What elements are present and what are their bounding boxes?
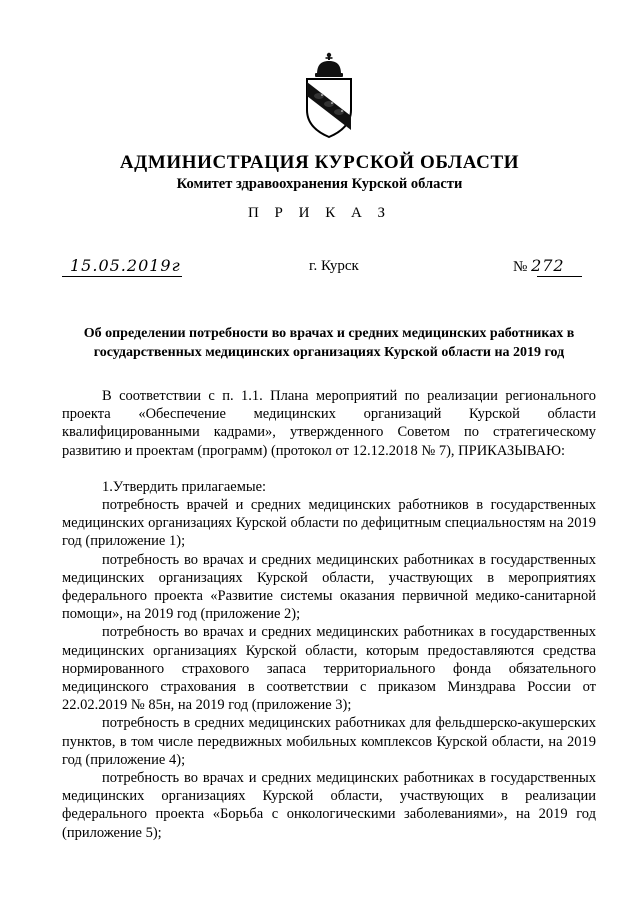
document-body — [62, 387, 596, 842]
number-underline — [537, 276, 582, 277]
document-number: 272 — [531, 256, 565, 275]
body-paragraph-item-1: 1.Утвердить прилагаемые: — [102, 478, 267, 495]
paragraph-gap — [62, 460, 596, 478]
document-number-block — [513, 256, 565, 276]
body-paragraph-preamble: В соответствии с п. 1.1. Плана мероприятий по реализации регионального проекта «Обеспечение медицинских организаций Курской области квалифицированными кадрами», утвержденного Советом по стратегическому развитию и проектам (программ) (протокол от 12.12.2018 № 7), ПРИКАЗЫВАЮ: — [62, 388, 596, 459]
number-sign: № — [513, 259, 528, 275]
document-meta-row — [62, 256, 582, 280]
document-date: 15.05.2019г — [70, 256, 181, 275]
organization-title: АДМИНИСТРАЦИЯ КУРСКОЙ ОБЛАСТИ — [119, 152, 520, 173]
body-paragraph-appendix-5: потребность во врачах и средних медицинских работниках в государственных медицинских организациях Курской области, участвующих в реализации федерального проекта «Борьба с онкологическими заболеваниями», на 2019 год (приложение 5); — [62, 770, 596, 841]
body-paragraph-appendix-1: потребность врачей и средних медицинских работников в государственных медицинских организациях Курской области по дефицитным специальностям на 2019 год (приложение 1); — [62, 497, 596, 550]
document-city: г. Курск — [309, 258, 359, 274]
body-paragraph-appendix-2: потребность во врачах и средних медицинских работниках в государственных медицинских организациях Курской области, участвующих в мероприятиях федерального проекта «Развитие системы оказания первичной медико-санитарной помощи», на 2019 год (приложение 2); — [62, 551, 596, 623]
body-paragraph-appendix-4: потребность в средних медицинских работниках для фельдшерско-акушерских пунктов, в том числе передвижных мобильных комплексов Курской области, на 2019 год (приложение 4); — [62, 715, 596, 768]
coat-of-arms-icon — [297, 52, 361, 140]
document-type: П Р И К А З — [247, 205, 392, 221]
date-underline — [62, 276, 182, 277]
document-subject: Об определении потребности во врачах и средних медицинских работниках в государственных медицинских организациях Курской области на 2019 год — [83, 326, 575, 360]
body-paragraph-appendix-3: потребность во врачах и средних медицинских работниках в государственных медицинских организациях Курской области, которым предоставляются средства нормированного страхового запаса территориального фонда обязательного медицинского страхования в соответствии с приказом Минздрава России от 22.02.2019 № 85н, на 2019 год (приложение 3); — [62, 624, 596, 714]
department-title: Комитет здравоохранения Курской области — [176, 176, 463, 192]
